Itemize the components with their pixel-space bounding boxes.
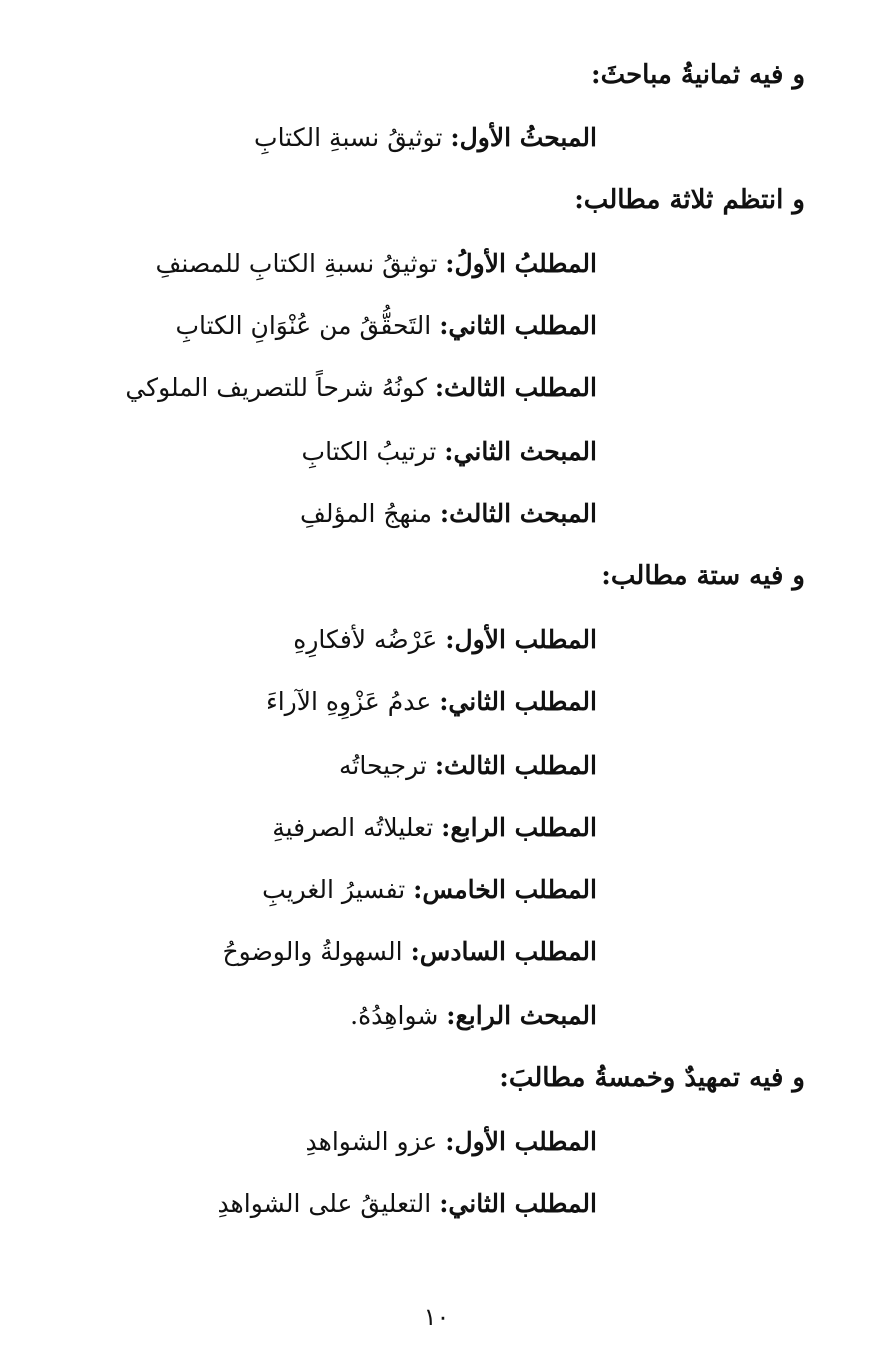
outline-item (254, 121, 597, 155)
item-text: تعليلاتُه الصرفيةِ (272, 813, 442, 842)
item-text: ترتيبُ الكتابِ (301, 437, 445, 466)
outline-item (339, 749, 597, 783)
item-text: منهجُ المؤلفِ (300, 499, 440, 528)
item-label: المطلب الثاني: (439, 1189, 597, 1218)
item-text: تفسيرُ الغريبِ (262, 875, 414, 904)
item-label: المطلب الثاني: (439, 311, 597, 340)
section-heading: و فيه ستة مطالب: (601, 561, 805, 591)
item-label: المطلب الرابع: (441, 813, 597, 842)
item-label: المبحث الثاني: (444, 437, 597, 466)
item-label: المطلب الثالث: (434, 373, 597, 402)
item-text: التعليقُ على الشواهدِ (217, 1189, 440, 1218)
page-number: ١٠ (423, 1303, 450, 1331)
outline-item (272, 811, 597, 845)
item-label: المطلب الثاني: (439, 687, 597, 716)
item-text: التَحقُّقُ من عُنْوَانِ الكتابِ (175, 311, 440, 340)
outline-item (350, 999, 597, 1033)
item-label: المبحث الثالث: (439, 499, 597, 528)
outline-item (302, 435, 597, 469)
outline-item (156, 247, 597, 281)
outline-item (262, 873, 597, 907)
item-text: عدمُ عَزْوِهِ الآراءَ (265, 687, 440, 716)
section-heading: و فيه ثمانيةُ مباحثَ: (590, 60, 805, 90)
item-label: المطلب الأول: (445, 1127, 597, 1156)
item-label: المطلب الثالث: (434, 751, 597, 780)
item-label: المطلب الخامس: (413, 875, 597, 904)
item-label: المطلب الأول: (445, 625, 597, 654)
item-text: عَرْضُه لأفكارِهِ (293, 625, 446, 654)
outline-item (125, 371, 597, 405)
section-heading: و فيه تمهيدٌ وخمسةُ مطالبَ: (499, 1063, 805, 1093)
item-label: المطلبُ الأولُ: (445, 249, 597, 278)
item-text: كونُهُ شرحاً للتصريف الملوكي (125, 373, 435, 402)
item-text: شواهِدُهُ. (350, 1001, 447, 1030)
item-text: ترجيحاتُه (339, 751, 435, 780)
item-label: المبحث الرابع: (446, 1001, 597, 1030)
section-heading: و انتظم ثلاثة مطالب: (574, 185, 805, 215)
item-text: عزو الشواهدِ (305, 1127, 446, 1156)
outline-item (300, 497, 597, 531)
item-label: المبحثُ الأول: (450, 123, 597, 152)
outline-item (266, 685, 597, 719)
item-text: توثيقُ نسبةِ الكتابِ للمصنفِ (155, 249, 446, 278)
outline-item (306, 1125, 597, 1159)
item-label: المطلب السادس: (410, 937, 597, 966)
item-text: السهولةُ والوضوحُ (222, 937, 411, 966)
outline-item (175, 309, 597, 343)
outline-item (293, 623, 597, 657)
outline-item (223, 935, 597, 969)
outline-item (217, 1187, 597, 1221)
item-text: توثيقُ نسبةِ الكتابِ (254, 123, 451, 152)
